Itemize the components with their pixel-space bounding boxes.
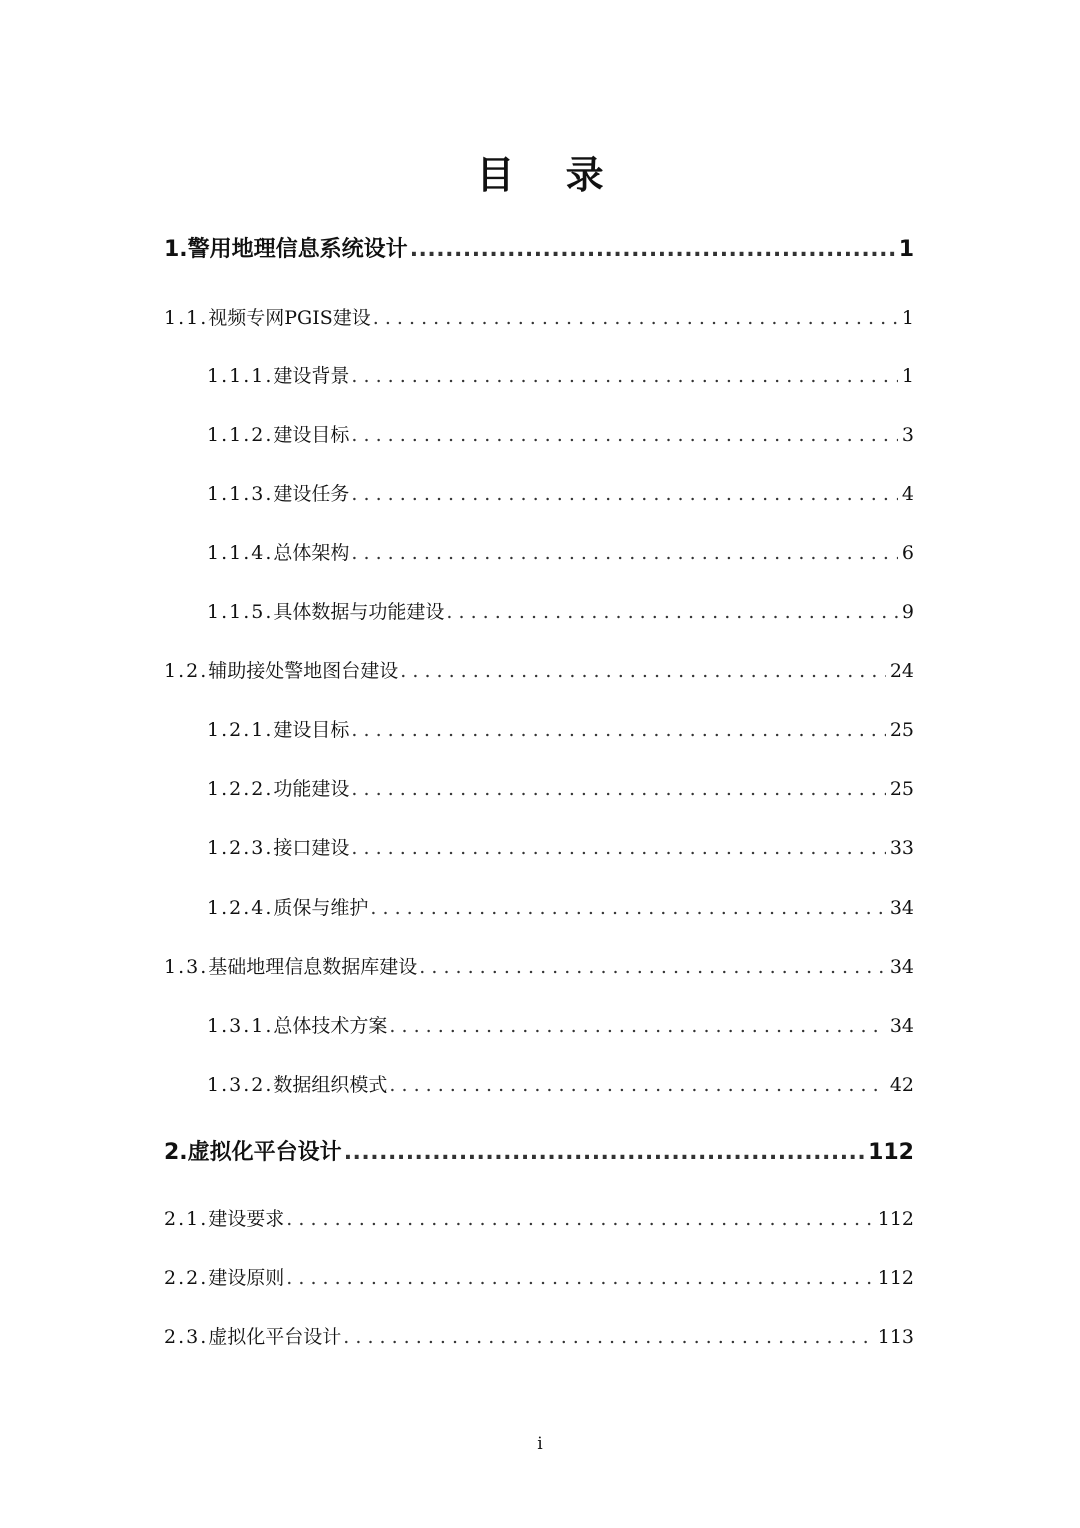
toc-entry[interactable] bbox=[207, 598, 914, 626]
toc-entry[interactable] bbox=[207, 1071, 914, 1099]
toc-entry-page: 1 bbox=[898, 237, 914, 262]
toc-entry[interactable] bbox=[207, 834, 914, 862]
toc-entry[interactable] bbox=[207, 480, 914, 508]
dot-leader bbox=[446, 598, 898, 626]
toc-entry-page: 34 bbox=[889, 1015, 914, 1037]
toc-entry-label: 虚拟化平台设计 bbox=[208, 1326, 342, 1348]
toc-entry-number: 1.2.2. bbox=[207, 778, 274, 800]
toc-entry[interactable] bbox=[207, 1012, 914, 1040]
toc-entry-page: 3 bbox=[901, 424, 914, 446]
toc-entry-page: 25 bbox=[889, 778, 914, 800]
toc-entry-label: 数据组织模式 bbox=[273, 1074, 388, 1096]
dot-leader bbox=[344, 1138, 864, 1168]
dot-leader bbox=[410, 235, 895, 265]
toc-entry-page: 1 bbox=[901, 365, 914, 387]
toc-entry[interactable] bbox=[164, 304, 914, 332]
toc-entry-label: 总体技术方案 bbox=[273, 1015, 388, 1037]
toc-entry[interactable] bbox=[164, 657, 914, 685]
toc-entry-label: 建设目标 bbox=[273, 719, 350, 741]
toc-entry-label: 建设任务 bbox=[273, 483, 350, 505]
toc-entry-label: 基础地理信息数据库建设 bbox=[208, 956, 418, 978]
toc-entry[interactable] bbox=[164, 235, 914, 265]
toc-entry-number: 1.1. bbox=[164, 307, 209, 329]
toc-entry-page: 113 bbox=[877, 1326, 914, 1348]
dot-leader bbox=[286, 1205, 873, 1233]
toc-entry-label: 质保与维护 bbox=[273, 897, 369, 919]
toc-title: 目 录 bbox=[476, 152, 623, 197]
toc-entry[interactable] bbox=[207, 421, 914, 449]
toc-entry[interactable] bbox=[164, 1323, 914, 1351]
toc-entry[interactable] bbox=[207, 894, 914, 922]
toc-entry-page: 112 bbox=[877, 1267, 914, 1289]
toc-entry-label: 建设要求 bbox=[208, 1208, 285, 1230]
toc-entry-number: 1.3.1. bbox=[207, 1015, 274, 1037]
toc-entry-number: 1. bbox=[164, 237, 188, 262]
dot-leader bbox=[351, 421, 898, 449]
toc-entry-number: 1.1.3. bbox=[207, 483, 274, 505]
toc-entry-number: 1.1.5. bbox=[207, 601, 274, 623]
toc-entry-page: 42 bbox=[889, 1074, 914, 1096]
toc-entry-number: 1.2.1. bbox=[207, 719, 274, 741]
toc-entry-page: 34 bbox=[889, 897, 914, 919]
toc-entry-page: 4 bbox=[901, 483, 914, 505]
toc-entry-number: 1.2. bbox=[164, 660, 209, 682]
toc-entry[interactable] bbox=[207, 716, 914, 744]
dot-leader bbox=[286, 1264, 873, 1292]
toc-entry-page: 1 bbox=[901, 307, 914, 329]
toc-entry-page: 34 bbox=[889, 956, 914, 978]
dot-leader bbox=[389, 1071, 885, 1099]
toc-entry-number: 2.1. bbox=[164, 1208, 209, 1230]
toc-entry[interactable] bbox=[207, 539, 914, 567]
toc-entry-page: 25 bbox=[889, 719, 914, 741]
toc-entry-label: 建设目标 bbox=[273, 424, 350, 446]
dot-leader bbox=[419, 953, 886, 981]
toc-entry-label: 接口建设 bbox=[273, 837, 350, 859]
toc-entry-page: 112 bbox=[868, 1140, 914, 1165]
toc-entry-number: 1.2.4. bbox=[207, 897, 274, 919]
toc-entry-label: 建设背景 bbox=[273, 365, 350, 387]
dot-leader bbox=[343, 1323, 873, 1351]
toc-entry-number: 2.3. bbox=[164, 1326, 209, 1348]
toc-entry-label: 功能建设 bbox=[273, 778, 350, 800]
toc-entry-number: 1.2.3. bbox=[207, 837, 274, 859]
dot-leader bbox=[389, 1012, 885, 1040]
toc-entry[interactable] bbox=[164, 1138, 914, 1168]
dot-leader bbox=[400, 657, 886, 685]
toc-entry-page: 112 bbox=[877, 1208, 914, 1230]
toc-entry-page: 6 bbox=[901, 542, 914, 564]
toc-entry-page: 33 bbox=[889, 837, 914, 859]
dot-leader bbox=[370, 894, 885, 922]
toc-entry-number: 1.1.1. bbox=[207, 365, 274, 387]
toc-entry-number: 1.1.2. bbox=[207, 424, 274, 446]
toc-entry-label: 警用地理信息系统设计 bbox=[187, 237, 408, 262]
dot-leader bbox=[351, 539, 898, 567]
dot-leader bbox=[373, 304, 898, 332]
toc-entry-label: 辅助接处警地图台建设 bbox=[208, 660, 399, 682]
toc-entry[interactable] bbox=[207, 775, 914, 803]
toc-entry-label: 总体架构 bbox=[273, 542, 350, 564]
toc-entry-label: 具体数据与功能建设 bbox=[273, 601, 445, 623]
toc-entry-number: 2. bbox=[164, 1140, 188, 1165]
toc-entry-page: 24 bbox=[889, 660, 914, 682]
toc-entry[interactable] bbox=[164, 1205, 914, 1233]
toc-entry-number: 2.2. bbox=[164, 1267, 209, 1289]
toc-entry-number: 1.3. bbox=[164, 956, 209, 978]
dot-leader bbox=[351, 834, 885, 862]
toc-entry-number: 1.1.4. bbox=[207, 542, 274, 564]
toc-entry-number: 1.3.2. bbox=[207, 1074, 274, 1096]
toc-entry[interactable] bbox=[164, 953, 914, 981]
toc-entry-label: 视频专网PGIS建设 bbox=[208, 307, 371, 329]
toc-entry-label: 虚拟化平台设计 bbox=[187, 1140, 342, 1165]
toc-entry[interactable] bbox=[207, 362, 914, 390]
toc-entry[interactable] bbox=[164, 1264, 914, 1292]
toc-entry-page: 9 bbox=[901, 601, 914, 623]
dot-leader bbox=[351, 480, 898, 508]
dot-leader bbox=[351, 362, 898, 390]
dot-leader bbox=[351, 775, 885, 803]
page-number: i bbox=[537, 1434, 543, 1454]
toc-entry-label: 建设原则 bbox=[208, 1267, 285, 1289]
dot-leader bbox=[351, 716, 885, 744]
